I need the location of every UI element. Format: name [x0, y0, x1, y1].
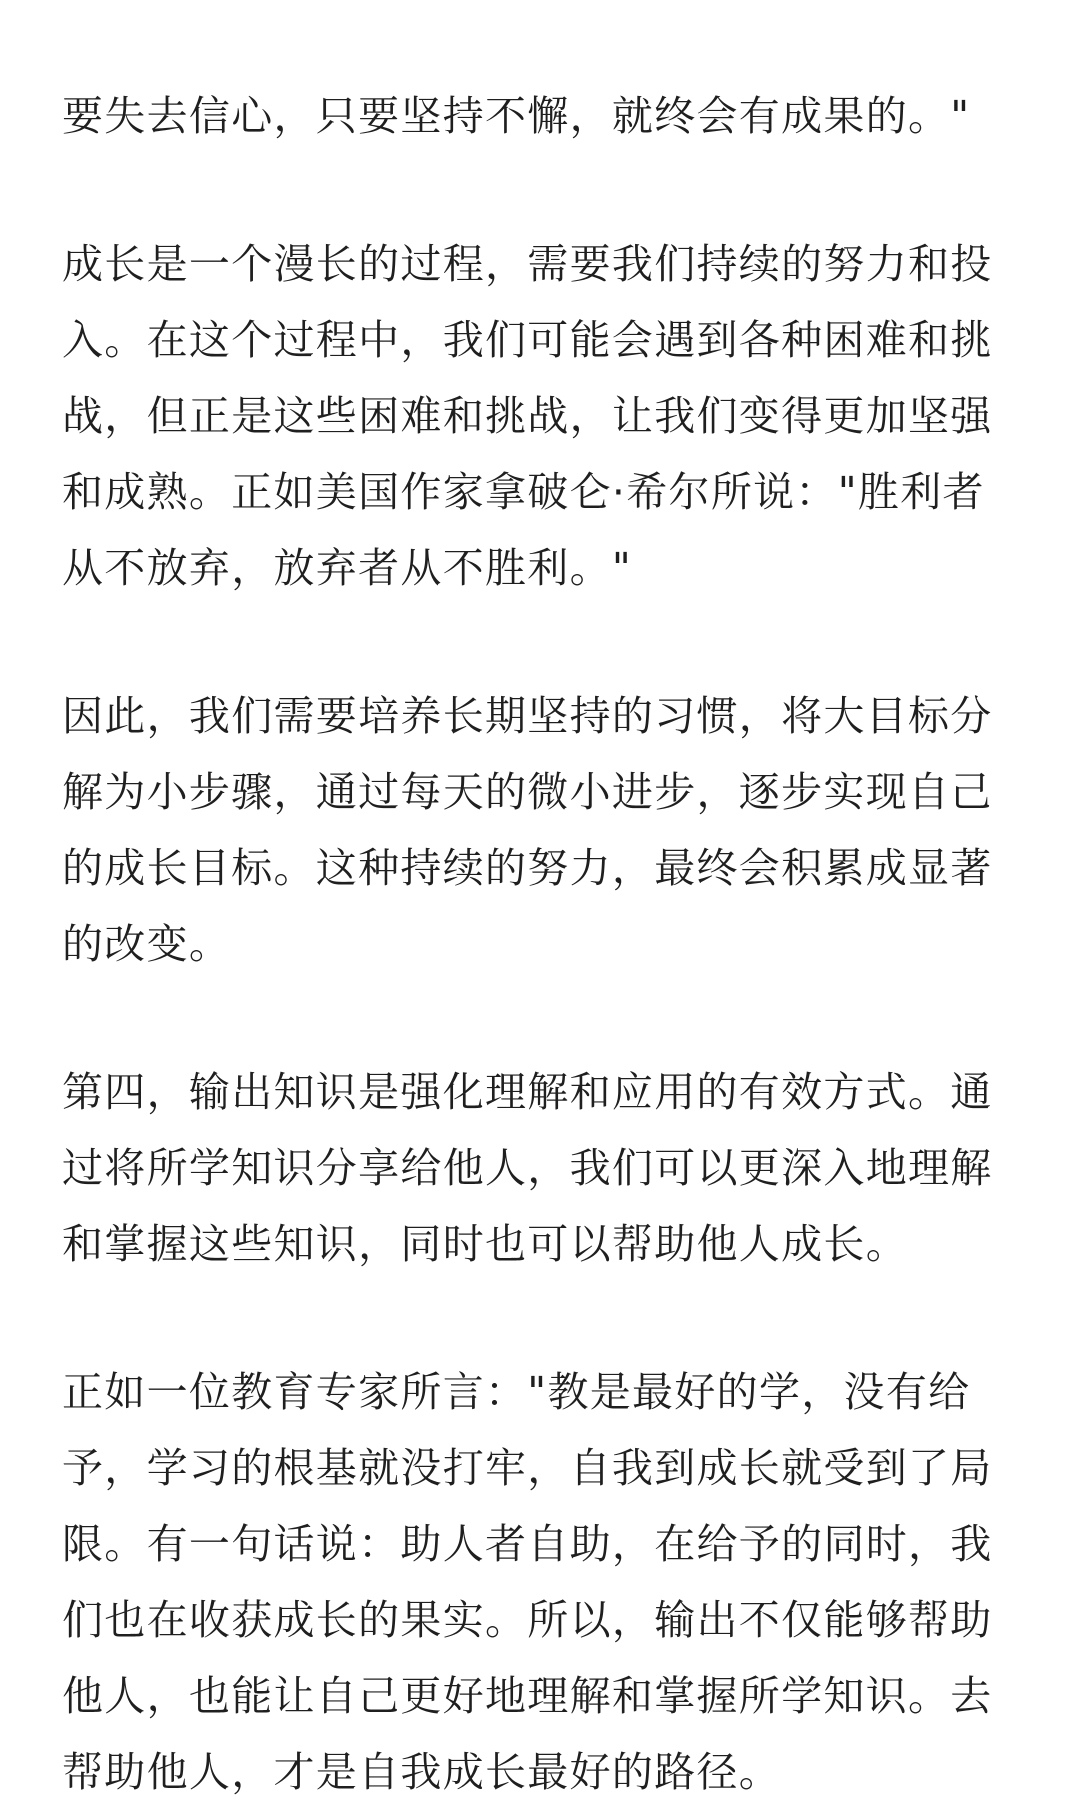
paragraph-3: 因此，我们需要培养长期坚持的习惯，将大目标分解为小步骤，通过每天的微小进步，逐步实现自己的成长目标。这种持续的努力，最终会积累成显著的改变。: [62, 692, 993, 968]
paragraph-5: 正如一位教育专家所言："教是最好的学，没有给予，学习的根基就没打牢，自我到成长就受到了局限。有一句话说：助人者自助，在给予的同时，我们也在收获成长的果实。所以，输出不仅能够帮助他人，也能让自己更好地理解和掌握所学知识。去帮助他人，才是自我成长最好的路径。: [62, 1368, 993, 1796]
paragraph-2: 成长是一个漫长的过程，需要我们持续的努力和投入。在这个过程中，我们可能会遇到各种困难和挑战，但正是这些困难和挑战，让我们变得更加坚强和成熟。正如美国作家拿破仑·希尔所说："胜利者从不放弃，放弃者从不胜利。": [62, 240, 993, 592]
paragraph-4: 第四，输出知识是强化理解和应用的有效方式。通过将所学知识分享给他人，我们可以更深入地理解和掌握这些知识，同时也可以帮助他人成长。: [62, 1068, 993, 1268]
article-body: [62, 78, 1026, 1810]
paragraph-1: 要失去信心，只要坚持不懈，就终会有成果的。": [62, 92, 971, 140]
